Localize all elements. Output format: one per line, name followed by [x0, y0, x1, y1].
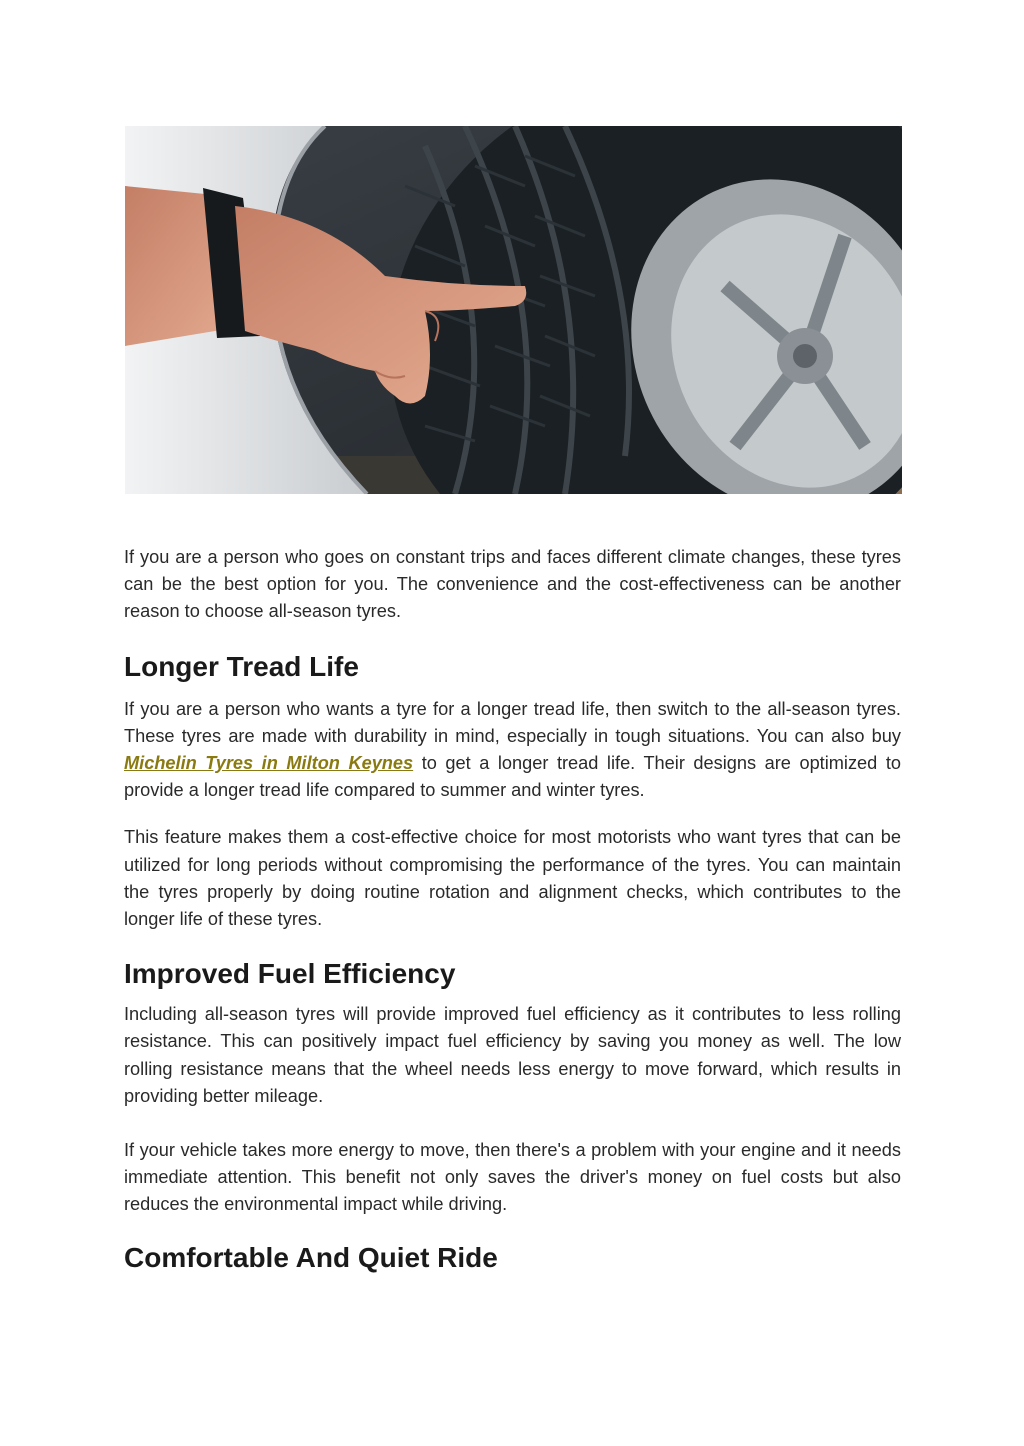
tread-life-heading: Longer Tread Life: [124, 650, 359, 682]
tyre-inspection-photo: [125, 126, 902, 494]
comfort-heading: Comfortable And Quiet Ride: [124, 1241, 498, 1273]
tread-life-paragraph-1: [124, 696, 901, 805]
fuel-efficiency-heading: Improved Fuel Efficiency: [124, 958, 456, 990]
michelin-tyres-link[interactable]: Michelin Tyres in Milton Keynes: [124, 753, 414, 774]
intro-paragraph: If you are a person who goes on constant trips and faces different climate changes, these tyres can be the best option for you. The convenience and the cost-effectiveness can be another reason to choose all-season tyres.: [124, 547, 901, 622]
tyre-photo-illustration: [125, 126, 902, 494]
tread-text-after-link: to get a longer tread life. Their designs are optimized to provide a longer tread life compared to summer and winter tyres.: [124, 753, 901, 801]
tread-text-before-link: If you are a person who wants a tyre for a longer tread life, then switch to the all-season tyres. These tyres are made with durability in mind, especially in tough situations. You can also buy: [124, 698, 901, 746]
tread-life-paragraph-2: This feature makes them a cost-effective choice for most motorists who want tyres that can be utilized for long periods without compromising the performance of the tyres. You can maintain the tyres properly by doing routine rotation and alignment checks, which contributes to the longer life of these tyres.: [124, 827, 901, 930]
article-body: [124, 544, 901, 1275]
fuel-efficiency-paragraph-1: Including all-season tyres will provide improved fuel efficiency as it contributes to less rolling resistance. This can positively impact fuel efficiency by saving you money as well. The low rolling resistance means that the wheel needs less energy to move forward, which results in providing better mileage.: [124, 1004, 901, 1106]
fuel-efficiency-paragraph-2: If your vehicle takes more energy to move, then there's a problem with your engine and it needs immediate attention. This benefit not only saves the driver's money on fuel costs but also reduces the environmental impact while driving.: [124, 1140, 901, 1215]
